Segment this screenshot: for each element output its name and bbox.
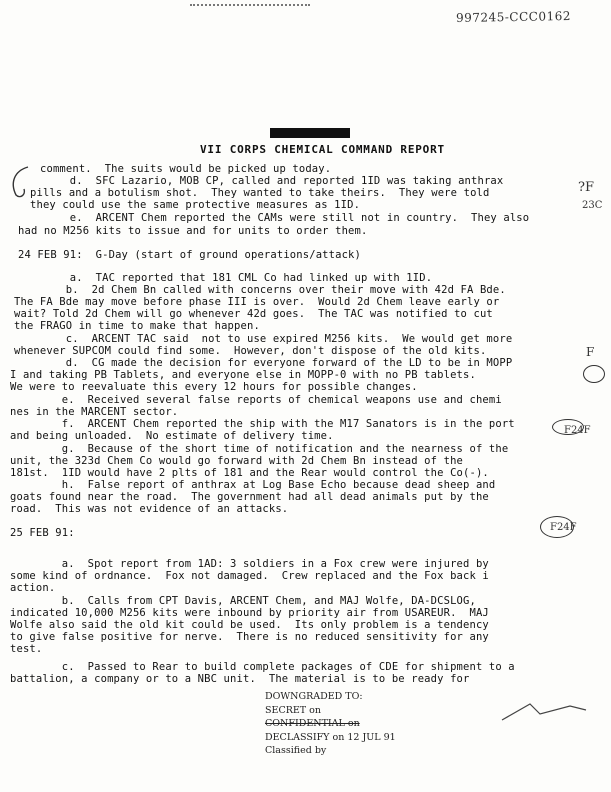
stamp-line: SECRET on xyxy=(265,704,321,716)
text-line: h. False report of anthrax at Log Base Echo because dead sheep and xyxy=(10,479,496,491)
top-scribble xyxy=(190,4,310,16)
margin-note: F24F xyxy=(550,522,577,533)
text-line: the FRAGO in time to make that happen. xyxy=(14,320,260,332)
stamp-line: CONFIDENTIAL on xyxy=(265,718,360,729)
text-line: had no M256 kits to issue and for units to order them. xyxy=(18,225,368,237)
text-line: b. Calls from CPT Davis, ARCENT Chem, and MAJ Wolfe, DA-DCSLOG, xyxy=(10,595,476,607)
margin-note: F24F xyxy=(564,425,591,436)
text-line: some kind of ordnance. Fox not damaged. Crew replaced and the Fox back i xyxy=(10,570,489,582)
text-line: indicated 10,000 M256 kits were inbound by priority air from USAREUR. MAJ xyxy=(10,607,489,619)
text-line: 181st. 1ID would have 2 plts of 181 and the Rear would control the Co(-). xyxy=(10,467,489,479)
margin-note: F xyxy=(586,345,595,359)
text-line: comment. The suits would be picked up today. xyxy=(40,163,332,175)
classification-stamp xyxy=(265,690,396,758)
text-line: Wolfe also said the old kit could be used. Its only problem is a tendency xyxy=(10,619,489,631)
text-line: and being unloaded. No estimate of delivery time. xyxy=(10,430,334,442)
text-line: b. 2d Chem Bn called with concerns over their move with 42d FA Bde. xyxy=(14,284,506,296)
text-line: f. ARCENT Chem reported the ship with the M17 Sanators is in the port xyxy=(10,418,515,430)
date-heading: 25 FEB 91: xyxy=(10,527,75,539)
document-id: 997245-CCC0162 xyxy=(455,8,572,26)
stamp-line: Classified by xyxy=(265,745,327,756)
text-line: road. This was not evidence of an attacks. xyxy=(10,503,289,515)
text-line: e. ARCENT Chem reported the CAMs were still not in country. They also xyxy=(18,212,530,224)
text-line: unit, the 323d Chem Co would go forward with 2d Chem Bn instead of the xyxy=(10,455,464,467)
text-line: The FA Bde may move before phase III is over. Would 2d Chem leave early or xyxy=(14,296,500,308)
text-line: they could use the same protective measures as 1ID. xyxy=(30,199,361,211)
text-line: e. Received several false reports of chemical weapons use and chemi xyxy=(10,394,502,406)
text-line: pills and a botulism shot. They wanted to take theirs. They were told xyxy=(30,187,490,199)
text-line: c. ARCENT TAC said not to use expired M256 kits. We would get more xyxy=(14,333,513,345)
margin-note: 23C xyxy=(582,200,603,211)
margin-circle xyxy=(552,419,584,435)
text-line: d. SFC Lazario, MOB CP, called and reported 1ID was taking anthrax xyxy=(18,175,504,187)
margin-note: ?F xyxy=(578,180,594,195)
text-line: test. xyxy=(10,643,43,655)
margin-bracket-mark xyxy=(8,165,34,199)
text-line: wait? Told 2d Chem will go whenever 42d goes. The TAC was notified to cut xyxy=(14,308,493,320)
report-title: VII CORPS CHEMICAL COMMAND REPORT xyxy=(200,143,445,156)
stamp-line: DECLASSIFY on 12 JUL 91 xyxy=(265,731,396,743)
margin-circle xyxy=(583,365,605,383)
text-line: I and taking PB Tablets, and everyone else in MOPP-0 with no PB tablets. xyxy=(10,369,476,381)
margin-circle xyxy=(540,516,574,538)
text-line: battalion, a company or to a NBC unit. The material is to be ready for xyxy=(10,673,470,685)
text-line: d. CG made the decision for everyone forward of the LD to be in MOPP xyxy=(14,357,513,369)
text-line: a. TAC reported that 181 CML Co had linked up with 1ID. xyxy=(18,272,433,284)
text-line: c. Passed to Rear to build complete packages of CDE for shipment to a xyxy=(10,661,515,673)
text-line: whenever SUPCOM could find some. However, don't dispose of the old kits. xyxy=(14,345,487,357)
signature-mark xyxy=(500,700,590,730)
text-line: nes in the MARCENT sector. xyxy=(10,406,179,418)
text-line: action. xyxy=(10,582,56,594)
date-heading: 24 FEB 91: G-Day (start of ground operations/attack) xyxy=(18,249,361,261)
text-line: We were to reevaluate this every 12 hours for possible changes. xyxy=(10,381,418,393)
text-line: to give false positive for nerve. There is no reduced sensitivity for any xyxy=(10,631,489,643)
text-line: a. Spot report from 1AD: 3 soldiers in a Fox crew were injured by xyxy=(10,558,489,570)
redaction-bar xyxy=(270,128,350,138)
stamp-line: DOWNGRADED TO: xyxy=(265,691,363,702)
text-line: goats found near the road. The government had all dead animals put by the xyxy=(10,491,489,503)
text-line: g. Because of the short time of notification and the nearness of the xyxy=(10,443,509,455)
